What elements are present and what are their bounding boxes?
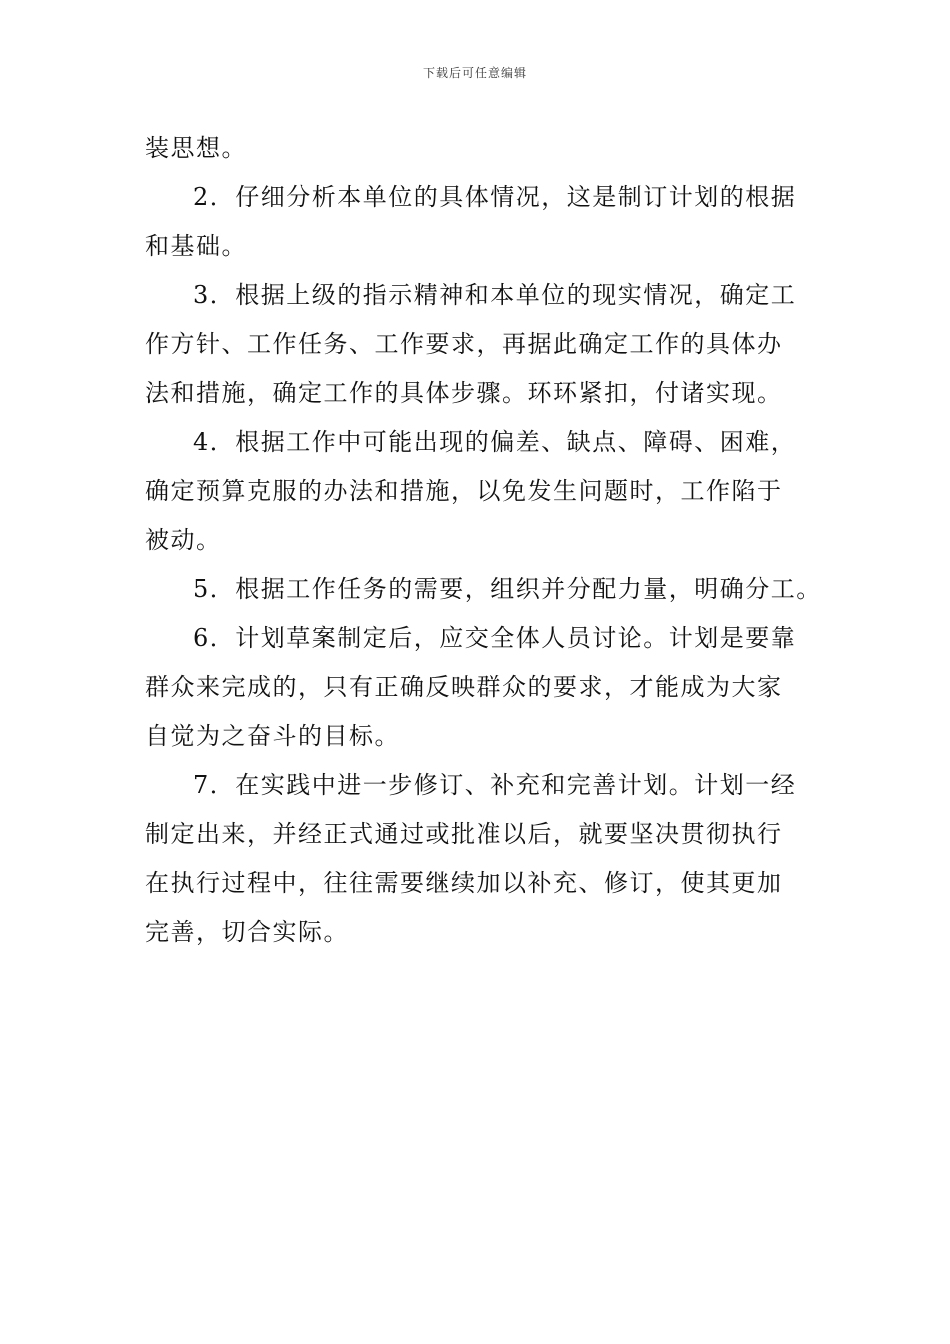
paragraph-1-line-0: 2．仔细分析本单位的具体情况，这是制订计划的根据 <box>193 183 797 211</box>
paragraph-5-line-2: 自觉为之奋斗的目标。 <box>145 722 400 750</box>
paragraph-2-line-1: 作方针、工作任务、工作要求，再据此确定工作的具体办 <box>145 330 783 358</box>
paragraph-6-line-1: 制定出来，并经正式通过或批准以后，就要坚决贯彻执行 <box>145 820 783 848</box>
paragraph-3-line-1: 确定预算克服的办法和措施，以免发生问题时，工作陷于 <box>145 477 783 505</box>
paragraph-3-line-2: 被动。 <box>145 526 222 554</box>
document-body <box>145 124 822 957</box>
paragraph-1-line-1: 和基础。 <box>145 232 247 260</box>
paragraph-2-line-0: 3．根据上级的指示精神和本单位的现实情况，确定工 <box>193 281 797 309</box>
paragraph-0-line-0: 装思想。 <box>145 134 247 162</box>
paragraph-2-line-2: 法和措施，确定工作的具体步骤。环环紧扣，付诸实现。 <box>145 379 783 407</box>
page-header-note: 下载后可任意编辑 <box>422 66 527 80</box>
paragraph-6-line-2: 在执行过程中，往往需要继续加以补充、修订，使其更加 <box>145 869 783 897</box>
paragraph-5-line-1: 群众来完成的，只有正确反映群众的要求，才能成为大家 <box>145 673 783 701</box>
paragraph-6-line-0: 7．在实践中进一步修订、补充和完善计划。计划一经 <box>193 771 797 799</box>
paragraph-5-line-0: 6．计划草案制定后，应交全体人员讨论。计划是要靠 <box>193 624 797 652</box>
paragraph-3-line-0: 4．根据工作中可能出现的偏差、缺点、障碍、困难， <box>193 428 797 456</box>
paragraph-4-line-0: 5．根据工作任务的需要，组织并分配力量，明确分工。 <box>193 575 822 603</box>
paragraph-6-line-3: 完善，切合实际。 <box>145 918 349 946</box>
